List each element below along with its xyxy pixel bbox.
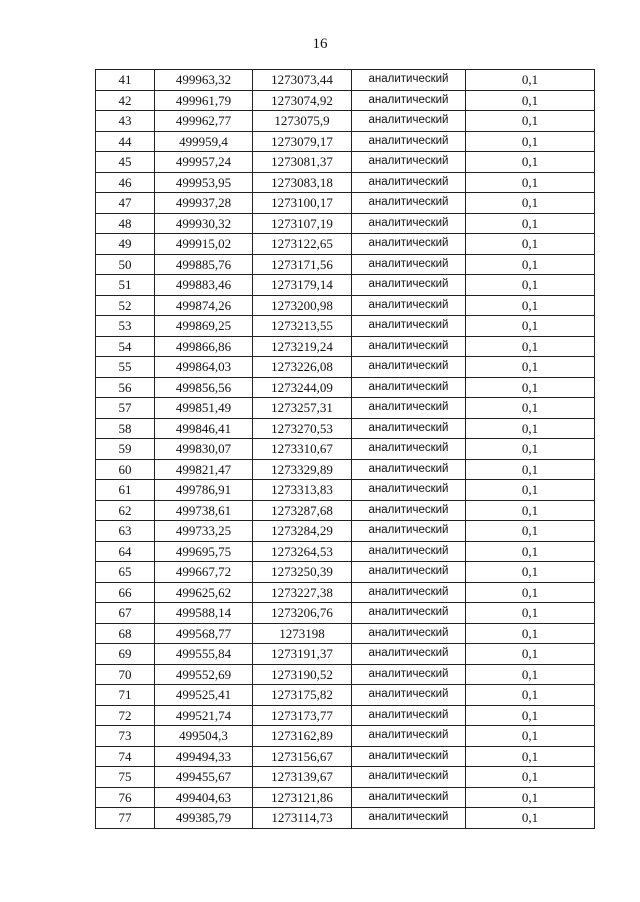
- accuracy-cell: 0,1: [466, 787, 595, 808]
- y-coordinate-cell: 1273139,67: [253, 767, 352, 788]
- x-coordinate-cell: 499786,91: [155, 480, 253, 501]
- method-cell: аналитический: [352, 295, 466, 316]
- x-coordinate-cell: 499961,79: [155, 90, 253, 111]
- y-coordinate-cell: 1273250,39: [253, 562, 352, 583]
- x-coordinate-cell: 499521,74: [155, 705, 253, 726]
- table-row: [96, 152, 595, 173]
- accuracy-cell: 0,1: [466, 767, 595, 788]
- point-number-cell: 51: [96, 275, 155, 296]
- point-number-cell: 62: [96, 500, 155, 521]
- y-coordinate-cell: 1273264,53: [253, 541, 352, 562]
- accuracy-cell: 0,1: [466, 336, 595, 357]
- method-cell: аналитический: [352, 746, 466, 767]
- point-number-cell: 47: [96, 193, 155, 214]
- point-number-cell: 70: [96, 664, 155, 685]
- method-cell: аналитический: [352, 705, 466, 726]
- y-coordinate-cell: 1273226,08: [253, 357, 352, 378]
- coordinates-table-body: [96, 70, 595, 829]
- method-cell: аналитический: [352, 582, 466, 603]
- point-number-cell: 60: [96, 459, 155, 480]
- accuracy-cell: 0,1: [466, 90, 595, 111]
- y-coordinate-cell: 1273114,73: [253, 808, 352, 829]
- y-coordinate-cell: 1273257,31: [253, 398, 352, 419]
- y-coordinate-cell: 1273162,89: [253, 726, 352, 747]
- point-number-cell: 50: [96, 254, 155, 275]
- method-cell: аналитический: [352, 603, 466, 624]
- x-coordinate-cell: 499866,86: [155, 336, 253, 357]
- accuracy-cell: 0,1: [466, 295, 595, 316]
- table-row: [96, 726, 595, 747]
- accuracy-cell: 0,1: [466, 275, 595, 296]
- page-number: 16: [312, 36, 328, 52]
- y-coordinate-cell: 1273310,67: [253, 439, 352, 460]
- x-coordinate-cell: 499885,76: [155, 254, 253, 275]
- table-row: [96, 603, 595, 624]
- accuracy-cell: 0,1: [466, 213, 595, 234]
- method-cell: аналитический: [352, 439, 466, 460]
- method-cell: аналитический: [352, 131, 466, 152]
- y-coordinate-cell: 1273081,37: [253, 152, 352, 173]
- accuracy-cell: 0,1: [466, 418, 595, 439]
- x-coordinate-cell: 499953,95: [155, 172, 253, 193]
- x-coordinate-cell: 499874,26: [155, 295, 253, 316]
- accuracy-cell: 0,1: [466, 193, 595, 214]
- accuracy-cell: 0,1: [466, 521, 595, 542]
- accuracy-cell: 0,1: [466, 398, 595, 419]
- coordinates-table: [95, 69, 595, 829]
- accuracy-cell: 0,1: [466, 377, 595, 398]
- point-number-cell: 54: [96, 336, 155, 357]
- point-number-cell: 75: [96, 767, 155, 788]
- accuracy-cell: 0,1: [466, 234, 595, 255]
- point-number-cell: 53: [96, 316, 155, 337]
- table-row: [96, 254, 595, 275]
- table-row: [96, 644, 595, 665]
- method-cell: аналитический: [352, 459, 466, 480]
- y-coordinate-cell: 1273206,76: [253, 603, 352, 624]
- y-coordinate-cell: 1273171,56: [253, 254, 352, 275]
- method-cell: аналитический: [352, 767, 466, 788]
- method-cell: аналитический: [352, 254, 466, 275]
- x-coordinate-cell: 499821,47: [155, 459, 253, 480]
- x-coordinate-cell: 499552,69: [155, 664, 253, 685]
- x-coordinate-cell: 499695,75: [155, 541, 253, 562]
- x-coordinate-cell: 499625,62: [155, 582, 253, 603]
- point-number-cell: 65: [96, 562, 155, 583]
- table-row: [96, 193, 595, 214]
- point-number-cell: 48: [96, 213, 155, 234]
- accuracy-cell: 0,1: [466, 705, 595, 726]
- y-coordinate-cell: 1273121,86: [253, 787, 352, 808]
- point-number-cell: 57: [96, 398, 155, 419]
- point-number-cell: 43: [96, 111, 155, 132]
- accuracy-cell: 0,1: [466, 541, 595, 562]
- table-row: [96, 500, 595, 521]
- point-number-cell: 45: [96, 152, 155, 173]
- y-coordinate-cell: 1273287,68: [253, 500, 352, 521]
- point-number-cell: 44: [96, 131, 155, 152]
- method-cell: аналитический: [352, 357, 466, 378]
- accuracy-cell: 0,1: [466, 664, 595, 685]
- accuracy-cell: 0,1: [466, 172, 595, 193]
- method-cell: аналитический: [352, 152, 466, 173]
- point-number-cell: 76: [96, 787, 155, 808]
- x-coordinate-cell: 499851,49: [155, 398, 253, 419]
- point-number-cell: 49: [96, 234, 155, 255]
- method-cell: аналитический: [352, 213, 466, 234]
- accuracy-cell: 0,1: [466, 623, 595, 644]
- accuracy-cell: 0,1: [466, 316, 595, 337]
- point-number-cell: 46: [96, 172, 155, 193]
- x-coordinate-cell: 499738,61: [155, 500, 253, 521]
- y-coordinate-cell: 1273074,92: [253, 90, 352, 111]
- y-coordinate-cell: 1273100,17: [253, 193, 352, 214]
- x-coordinate-cell: 499846,41: [155, 418, 253, 439]
- table-row: [96, 295, 595, 316]
- accuracy-cell: 0,1: [466, 808, 595, 829]
- point-number-cell: 58: [96, 418, 155, 439]
- accuracy-cell: 0,1: [466, 562, 595, 583]
- method-cell: аналитический: [352, 398, 466, 419]
- point-number-cell: 56: [96, 377, 155, 398]
- y-coordinate-cell: 1273179,14: [253, 275, 352, 296]
- table-row: [96, 111, 595, 132]
- table-row: [96, 131, 595, 152]
- y-coordinate-cell: 1273244,09: [253, 377, 352, 398]
- method-cell: аналитический: [352, 726, 466, 747]
- table-row: [96, 439, 595, 460]
- accuracy-cell: 0,1: [466, 357, 595, 378]
- table-row: [96, 541, 595, 562]
- x-coordinate-cell: 499494,33: [155, 746, 253, 767]
- accuracy-cell: 0,1: [466, 582, 595, 603]
- x-coordinate-cell: 499959,4: [155, 131, 253, 152]
- y-coordinate-cell: 1273079,17: [253, 131, 352, 152]
- table-row: [96, 480, 595, 501]
- y-coordinate-cell: 1273219,24: [253, 336, 352, 357]
- method-cell: аналитический: [352, 808, 466, 829]
- x-coordinate-cell: 499568,77: [155, 623, 253, 644]
- point-number-cell: 73: [96, 726, 155, 747]
- y-coordinate-cell: 1273107,19: [253, 213, 352, 234]
- x-coordinate-cell: 499525,41: [155, 685, 253, 706]
- y-coordinate-cell: 1273122,65: [253, 234, 352, 255]
- point-number-cell: 59: [96, 439, 155, 460]
- table-row: [96, 377, 595, 398]
- table-row: [96, 582, 595, 603]
- point-number-cell: 69: [96, 644, 155, 665]
- method-cell: аналитический: [352, 336, 466, 357]
- y-coordinate-cell: 1273329,89: [253, 459, 352, 480]
- table-row: [96, 70, 595, 91]
- accuracy-cell: 0,1: [466, 480, 595, 501]
- x-coordinate-cell: 499930,32: [155, 213, 253, 234]
- x-coordinate-cell: 499957,24: [155, 152, 253, 173]
- point-number-cell: 68: [96, 623, 155, 644]
- x-coordinate-cell: 499869,25: [155, 316, 253, 337]
- accuracy-cell: 0,1: [466, 685, 595, 706]
- method-cell: аналитический: [352, 500, 466, 521]
- table-row: [96, 746, 595, 767]
- method-cell: аналитический: [352, 644, 466, 665]
- y-coordinate-cell: 1273213,55: [253, 316, 352, 337]
- table-row: [96, 172, 595, 193]
- table-row: [96, 275, 595, 296]
- method-cell: аналитический: [352, 418, 466, 439]
- table-row: [96, 685, 595, 706]
- x-coordinate-cell: 499588,14: [155, 603, 253, 624]
- x-coordinate-cell: 499385,79: [155, 808, 253, 829]
- accuracy-cell: 0,1: [466, 603, 595, 624]
- x-coordinate-cell: 499963,32: [155, 70, 253, 91]
- table-row: [96, 90, 595, 111]
- x-coordinate-cell: 499667,72: [155, 562, 253, 583]
- method-cell: аналитический: [352, 316, 466, 337]
- table-row: [96, 213, 595, 234]
- y-coordinate-cell: 1273083,18: [253, 172, 352, 193]
- method-cell: аналитический: [352, 685, 466, 706]
- table-row: [96, 521, 595, 542]
- point-number-cell: 61: [96, 480, 155, 501]
- x-coordinate-cell: 499883,46: [155, 275, 253, 296]
- x-coordinate-cell: 499830,07: [155, 439, 253, 460]
- table-row: [96, 767, 595, 788]
- accuracy-cell: 0,1: [466, 254, 595, 275]
- x-coordinate-cell: 499915,02: [155, 234, 253, 255]
- point-number-cell: 67: [96, 603, 155, 624]
- table-row: [96, 787, 595, 808]
- table-row: [96, 705, 595, 726]
- method-cell: аналитический: [352, 541, 466, 562]
- y-coordinate-cell: 1273156,67: [253, 746, 352, 767]
- point-number-cell: 77: [96, 808, 155, 829]
- method-cell: аналитический: [352, 193, 466, 214]
- table-row: [96, 398, 595, 419]
- x-coordinate-cell: 499733,25: [155, 521, 253, 542]
- method-cell: аналитический: [352, 111, 466, 132]
- accuracy-cell: 0,1: [466, 152, 595, 173]
- accuracy-cell: 0,1: [466, 111, 595, 132]
- point-number-cell: 55: [96, 357, 155, 378]
- accuracy-cell: 0,1: [466, 131, 595, 152]
- y-coordinate-cell: 1273175,82: [253, 685, 352, 706]
- method-cell: аналитический: [352, 234, 466, 255]
- point-number-cell: 42: [96, 90, 155, 111]
- y-coordinate-cell: 1273190,52: [253, 664, 352, 685]
- method-cell: аналитический: [352, 90, 466, 111]
- accuracy-cell: 0,1: [466, 644, 595, 665]
- table-row: [96, 562, 595, 583]
- x-coordinate-cell: 499504,3: [155, 726, 253, 747]
- point-number-cell: 72: [96, 705, 155, 726]
- accuracy-cell: 0,1: [466, 500, 595, 521]
- method-cell: аналитический: [352, 521, 466, 542]
- point-number-cell: 64: [96, 541, 155, 562]
- y-coordinate-cell: 1273198: [253, 623, 352, 644]
- table-row: [96, 336, 595, 357]
- method-cell: аналитический: [352, 562, 466, 583]
- y-coordinate-cell: 1273270,53: [253, 418, 352, 439]
- accuracy-cell: 0,1: [466, 459, 595, 480]
- method-cell: аналитический: [352, 172, 466, 193]
- method-cell: аналитический: [352, 664, 466, 685]
- y-coordinate-cell: 1273284,29: [253, 521, 352, 542]
- table-row: [96, 459, 595, 480]
- table-row: [96, 418, 595, 439]
- method-cell: аналитический: [352, 377, 466, 398]
- x-coordinate-cell: 499864,03: [155, 357, 253, 378]
- point-number-cell: 71: [96, 685, 155, 706]
- table-row: [96, 623, 595, 644]
- y-coordinate-cell: 1273191,37: [253, 644, 352, 665]
- table-row: [96, 316, 595, 337]
- accuracy-cell: 0,1: [466, 70, 595, 91]
- method-cell: аналитический: [352, 70, 466, 91]
- table-row: [96, 234, 595, 255]
- method-cell: аналитический: [352, 480, 466, 501]
- x-coordinate-cell: 499455,67: [155, 767, 253, 788]
- table-row: [96, 357, 595, 378]
- y-coordinate-cell: 1273075,9: [253, 111, 352, 132]
- point-number-cell: 74: [96, 746, 155, 767]
- x-coordinate-cell: 499404,63: [155, 787, 253, 808]
- accuracy-cell: 0,1: [466, 439, 595, 460]
- accuracy-cell: 0,1: [466, 726, 595, 747]
- table-row: [96, 808, 595, 829]
- point-number-cell: 63: [96, 521, 155, 542]
- point-number-cell: 52: [96, 295, 155, 316]
- method-cell: аналитический: [352, 787, 466, 808]
- x-coordinate-cell: 499555,84: [155, 644, 253, 665]
- y-coordinate-cell: 1273200,98: [253, 295, 352, 316]
- y-coordinate-cell: 1273073,44: [253, 70, 352, 91]
- point-number-cell: 66: [96, 582, 155, 603]
- y-coordinate-cell: 1273227,38: [253, 582, 352, 603]
- method-cell: аналитический: [352, 275, 466, 296]
- y-coordinate-cell: 1273313,83: [253, 480, 352, 501]
- x-coordinate-cell: 499937,28: [155, 193, 253, 214]
- y-coordinate-cell: 1273173,77: [253, 705, 352, 726]
- table-row: [96, 664, 595, 685]
- x-coordinate-cell: 499962,77: [155, 111, 253, 132]
- x-coordinate-cell: 499856,56: [155, 377, 253, 398]
- point-number-cell: 41: [96, 70, 155, 91]
- method-cell: аналитический: [352, 623, 466, 644]
- accuracy-cell: 0,1: [466, 746, 595, 767]
